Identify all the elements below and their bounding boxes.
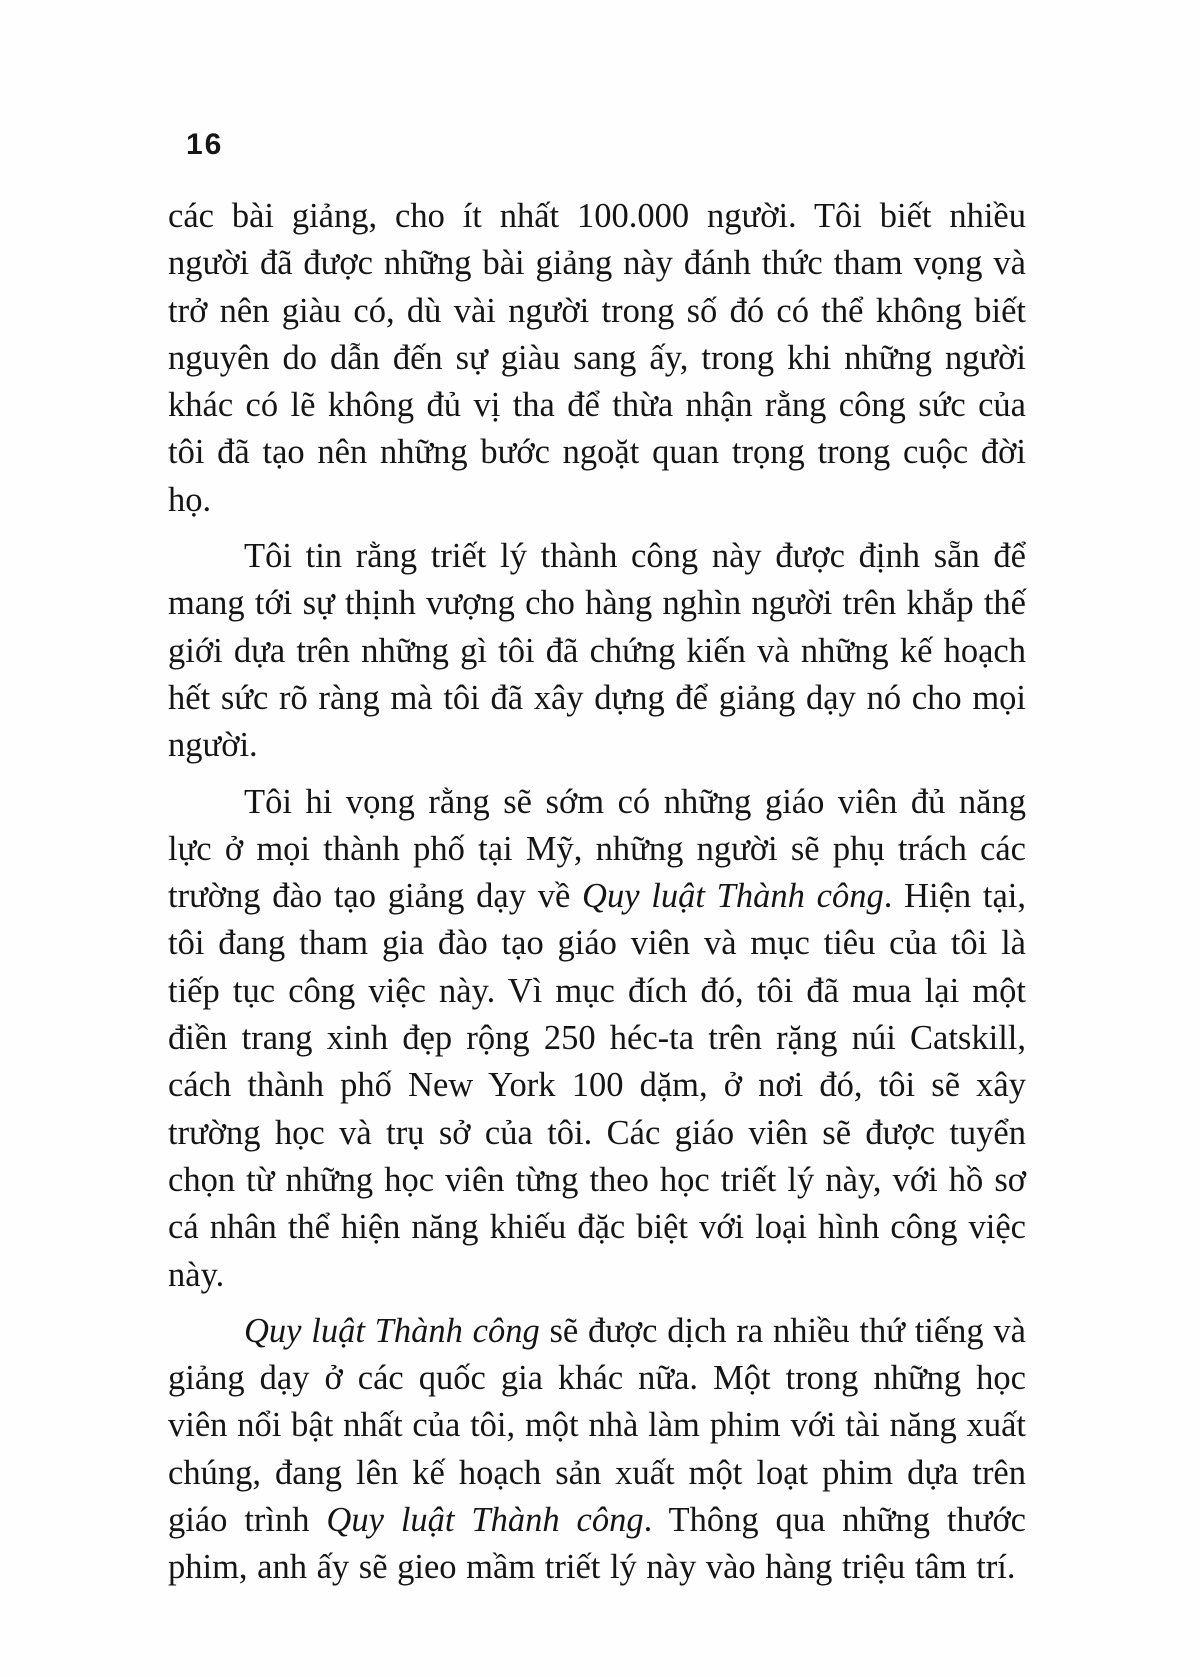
- page-number: 16: [186, 128, 224, 161]
- book-title-italic-run: Quy luật Thành công: [244, 1311, 540, 1350]
- text-run: các bài giảng, cho ít nhất 100.000 người. Tôi biết nhiều người đã được những bài giảng này đánh thức tham vọng và trở nên giàu có, dù vài người trong số đó có thể không biết nguyên do dẫn đến sự giàu sang ấy, trong khi những người khác có lẽ không đủ vị tha để thừa nhận rằng công sức của tôi đã tạo nên những bước ngoặt quan trọng trong cuộc đời họ.: [168, 197, 1026, 519]
- text-run: . Hiện tại, tôi đang tham gia đào tạo giáo viên và mục tiêu của tôi là tiếp tục công việc này. Vì mục đích đó, tôi đã mua lại một điền trang xinh đẹp rộng 250 héc-ta trên rặng núi Catskill, cách thành phố New York 100 dặm, ở nơi đó, tôi sẽ xây trường học và trụ sở của tôi. Các giáo viên sẽ được tuyển chọn từ những học viên từng theo học triết lý này, với hồ sơ cá nhân thể hiện năng khiếu đặc biệt với loại hình công việc này.: [168, 877, 1027, 1294]
- text-run: . Thông qua những thước phim, anh ấy sẽ gieo mầm triết lý này vào hàng triệu tâm trí.: [168, 1501, 1026, 1587]
- paragraph: [168, 193, 1026, 524]
- text-run: Tôi hi vọng rằng sẽ sớm có những giáo viên đủ năng lực ở mọi thành phố tại Mỹ, những người sẽ phụ trách các trường đào tạo giảng dạy về: [168, 782, 1026, 916]
- text-run: sẽ được dịch ra nhiều thứ tiếng và giảng dạy ở các quốc gia khác nữa. Một trong những học viên nổi bật nhất của tôi, một nhà làm phim với tài năng xuất chúng, đang lên kế hoạch sản xuất một loạt phim dựa trên giáo trình: [168, 1311, 1026, 1540]
- book-title-italic-run: Quy luật Thành công: [326, 1501, 644, 1540]
- paragraph: [168, 779, 1026, 1299]
- text-run: Tôi tin rằng triết lý thành công này được định sẵn để mang tới sự thịnh vượng cho hàng nghìn người trên khắp thế giới dựa trên những gì tôi đã chứng kiến và những kế hoạch hết sức rõ ràng mà tôi đã xây dựng để giảng dạy nó cho mọi người.: [168, 537, 1026, 765]
- paragraph: [168, 533, 1026, 769]
- paragraph: [168, 1308, 1026, 1592]
- body-text-block: [168, 193, 1026, 1601]
- book-title-italic-run: Quy luật Thành công: [582, 877, 884, 916]
